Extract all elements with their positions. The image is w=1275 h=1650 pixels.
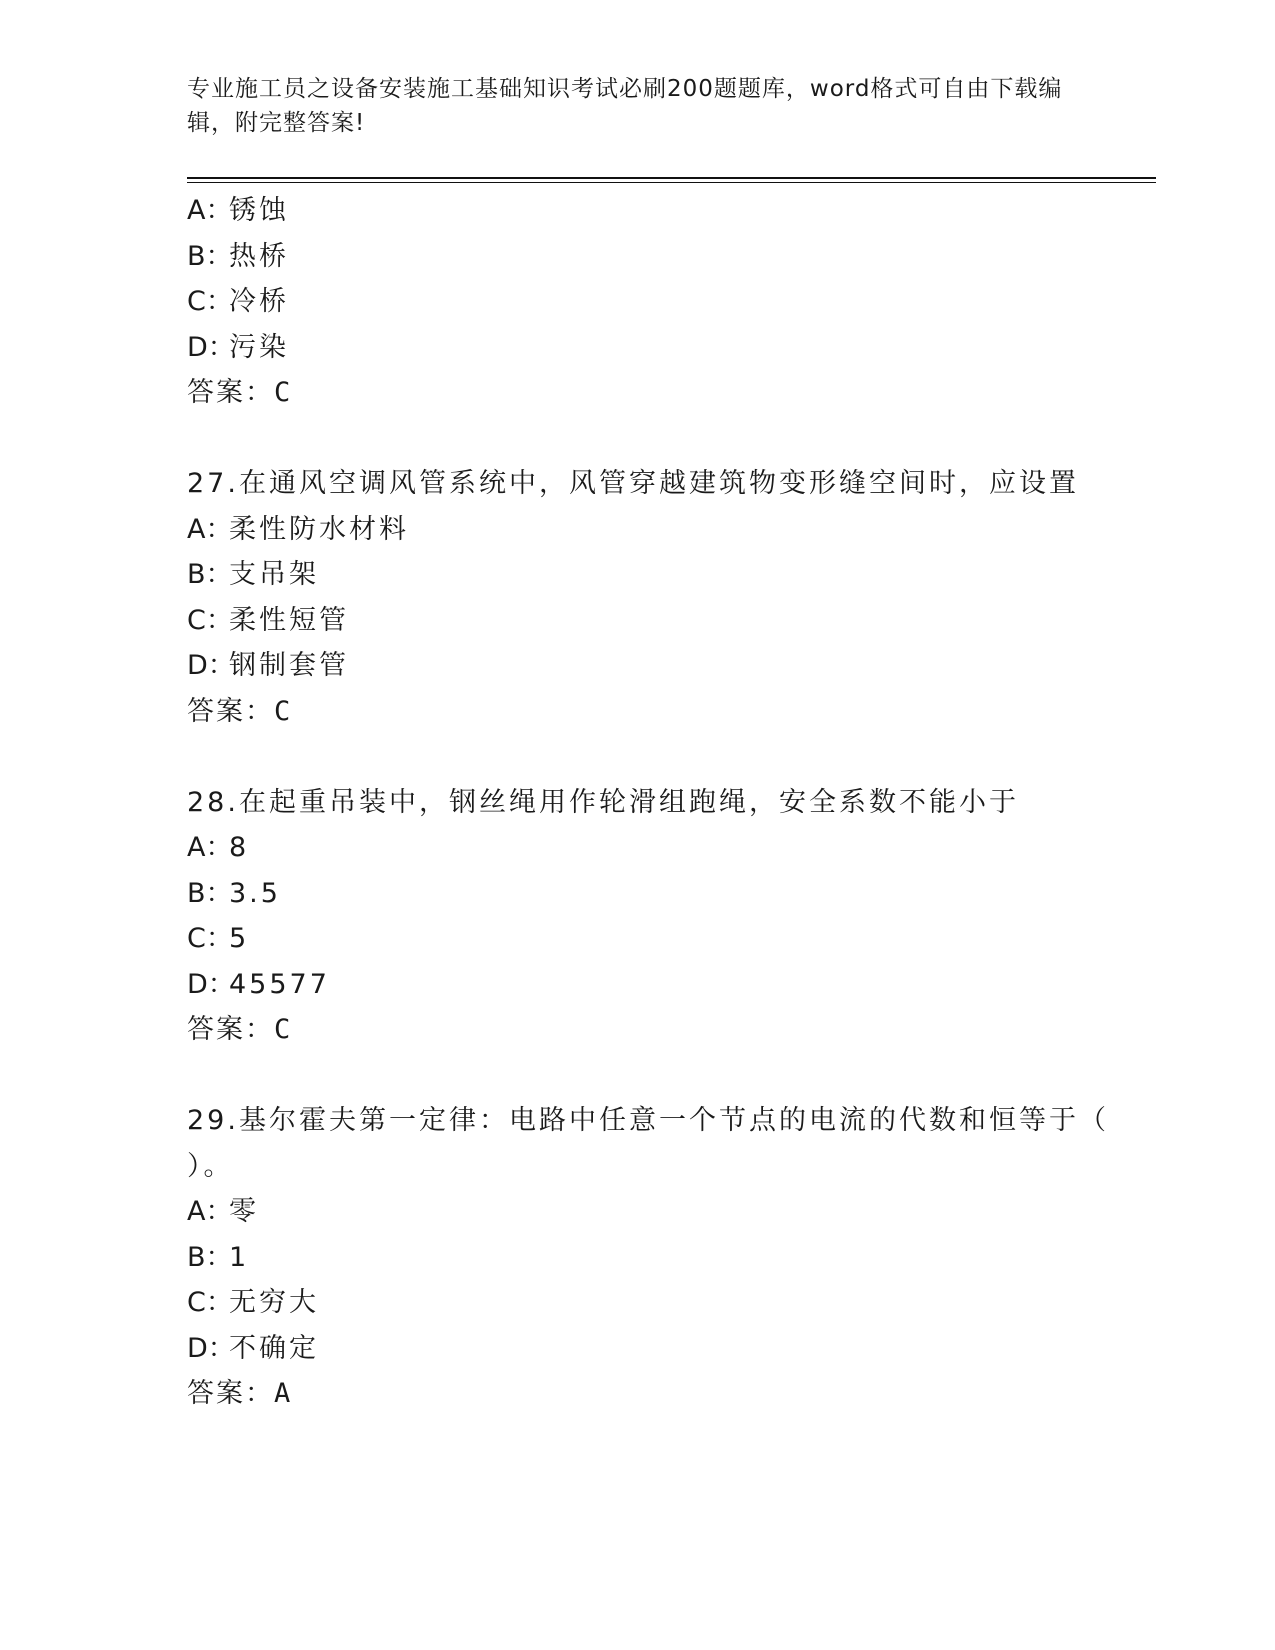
question-block-29 [187, 1098, 1109, 1417]
option-d: D：污染 [187, 331, 289, 363]
option-b: B：3.5 [187, 877, 281, 909]
question-block-26 [187, 188, 1087, 416]
option-a: A：锈蚀 [187, 195, 289, 226]
question-block-27 [187, 461, 1087, 734]
question-block-28 [187, 780, 1087, 1053]
answer-line: 答案：C [187, 695, 291, 727]
header-rule-thin [187, 182, 1156, 183]
option-a: A：零 [187, 1196, 259, 1227]
option-b: B：热桥 [187, 240, 289, 272]
option-a: A：8 [187, 832, 250, 863]
header-title: 专业施工员之设备安装施工基础知识考试必刷200题题库，word格式可自由下载编辑，附完整答案! [187, 76, 1063, 136]
header-rule-thick [187, 177, 1156, 179]
answer-line: 答案：C [187, 1014, 291, 1045]
option-a: A：柔性防水材料 [187, 513, 409, 545]
option-b: B：1 [187, 1241, 250, 1273]
option-d: D：不确定 [187, 1332, 319, 1364]
question-text: 28.在起重吊装中，钢丝绳用作轮滑组跑绳，安全系数不能小于 [187, 786, 1019, 818]
option-c: C：5 [187, 923, 250, 954]
option-d: D：钢制套管 [187, 650, 349, 681]
document-header [187, 72, 1067, 140]
question-text-line-1: 29.基尔霍夫第一定律：电路中任意一个节点的电流的代数和恒等于（ [187, 1105, 1109, 1136]
option-c: C：冷桥 [187, 286, 289, 317]
question-text-line-2: ）。 [187, 1150, 234, 1182]
answer-line: 答案：C [187, 377, 291, 408]
option-c: C：柔性短管 [187, 604, 349, 636]
answer-line: 答案：A [187, 1378, 291, 1409]
option-b: B：支吊架 [187, 559, 319, 590]
question-text: 27.在通风空调风管系统中，风管穿越建筑物变形缝空间时，应设置 [187, 468, 1079, 499]
option-d: D：45577 [187, 968, 330, 1000]
option-c: C：无穷大 [187, 1287, 319, 1318]
question-list [187, 188, 1109, 1417]
